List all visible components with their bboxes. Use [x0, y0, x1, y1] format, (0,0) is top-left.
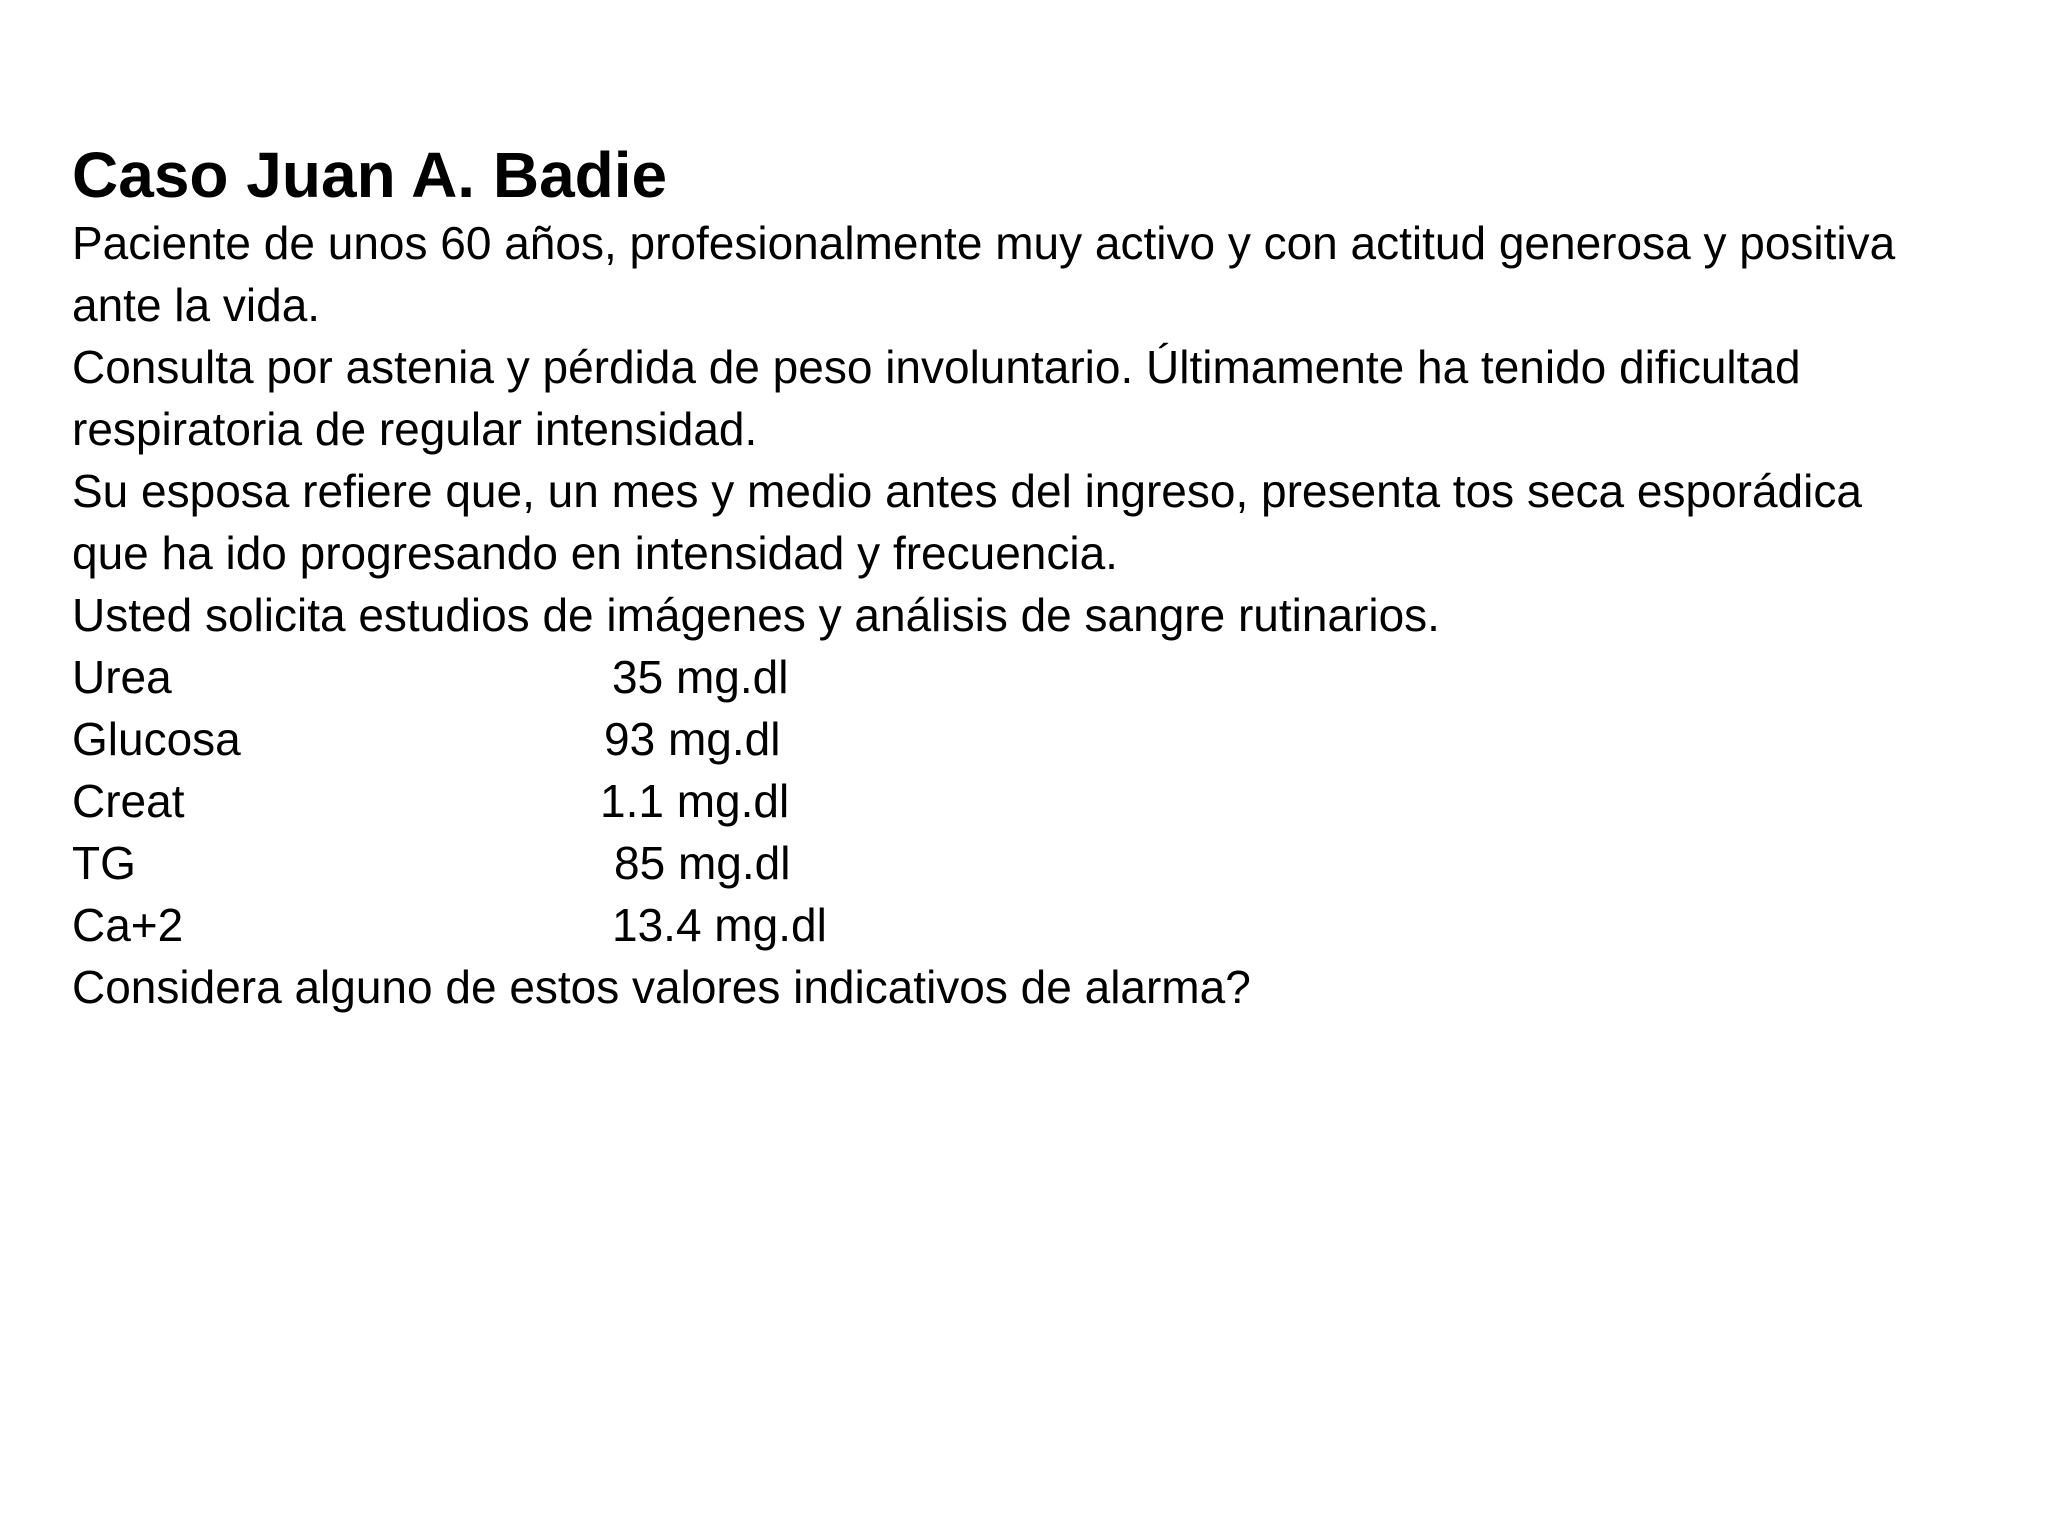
lab-name: Glucosa [72, 713, 241, 765]
lab-value: 35 mg.dl [612, 651, 789, 703]
lab-row-glucosa [72, 708, 2032, 770]
lab-row-creat [72, 770, 2032, 832]
lab-name: Creat [72, 775, 185, 827]
paragraph-wife-report: Su esposa refiere que, un mes y medio antes del ingreso, presenta tos seca esporádica que ha ido progresando en intensidad y frecuencia. [72, 465, 1862, 579]
lab-value: 1.1 mg.dl [600, 775, 790, 827]
lab-row-urea [72, 646, 2032, 708]
lab-value: 93 mg.dl [604, 713, 781, 765]
slide-content [72, 138, 2032, 1018]
lab-row-calcium [72, 894, 2032, 956]
lab-row-tg [72, 832, 2032, 894]
closing-question: Considera alguno de estos valores indicativos de alarma? [72, 961, 1251, 1013]
case-title: Caso Juan A. Badie [72, 139, 668, 211]
lab-name: TG [72, 837, 136, 889]
lab-value: 85 mg.dl [614, 837, 791, 889]
lab-name: Urea [72, 651, 172, 703]
paragraph-consultation-reason: Consulta por astenia y pérdida de peso involuntario. Últimamente ha tenido dificultad respiratoria de regular intensidad. [72, 341, 1801, 455]
lab-name: Ca+2 [72, 899, 184, 951]
lab-value: 13.4 mg.dl [612, 899, 827, 951]
paragraph-studies-requested: Usted solicita estudios de imágenes y análisis de sangre rutinarios. [72, 589, 1440, 641]
paragraph-patient-description: Paciente de unos 60 años, profesionalmente muy activo y con actitud generosa y positiva ante la vida. [72, 217, 1896, 331]
